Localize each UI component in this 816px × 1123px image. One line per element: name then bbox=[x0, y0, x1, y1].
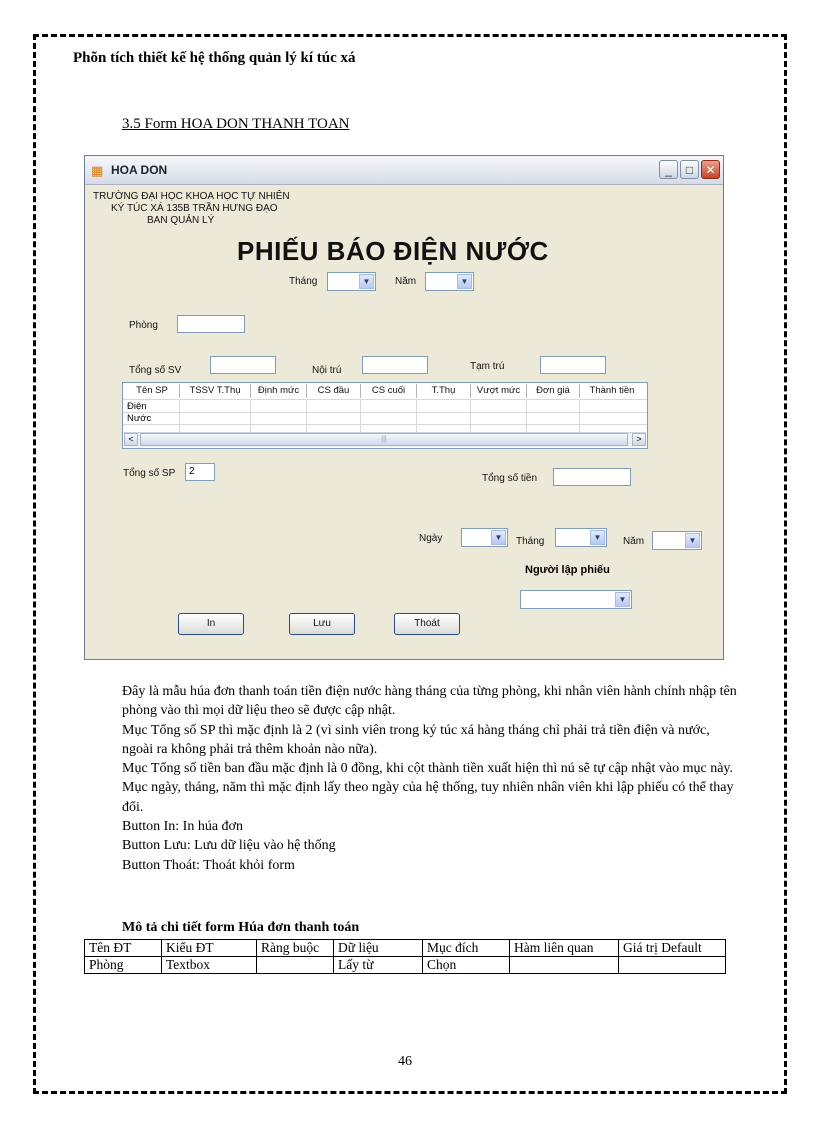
grid-column-line bbox=[360, 399, 361, 433]
grid-column-line bbox=[306, 399, 307, 433]
noi-tru-label: Nội trú bbox=[312, 365, 342, 376]
tong-so-sp-label: Tổng số SP bbox=[123, 468, 176, 479]
paragraph: Đây là mẫu húa đơn thanh toán tiền điện nước hàng tháng của từng phòng, khi nhân viên hành chính nhập tên phòng vào thì mọi dữ liệu theo sẽ được cập nhật. bbox=[122, 684, 737, 719]
app-icon: ▦ bbox=[91, 163, 104, 178]
tong-so-tien-input[interactable] bbox=[553, 468, 631, 486]
title-bar bbox=[85, 156, 723, 185]
tam-tru-label: Tạm trú bbox=[470, 361, 505, 372]
grid-header-tssv[interactable]: TSSV T.Thụ bbox=[189, 385, 241, 396]
nguoi-lap-phieu-label: Người lập phiếu bbox=[525, 564, 610, 576]
table-title: Mô tả chi tiết form Húa đơn thanh toán bbox=[122, 920, 360, 935]
table-cell bbox=[257, 957, 334, 974]
table-cell: Chọn bbox=[423, 957, 510, 974]
grid-column-line bbox=[416, 399, 417, 433]
tong-so-sp-input[interactable]: 2 bbox=[185, 463, 215, 481]
grid-column-line bbox=[250, 399, 251, 433]
grid-header-vuot-muc[interactable]: Vượt mức bbox=[476, 385, 521, 396]
grid-row-line bbox=[123, 424, 647, 425]
grid-header-underline bbox=[123, 399, 647, 400]
ngay-combo[interactable] bbox=[461, 528, 508, 547]
grid-row-line bbox=[123, 412, 647, 413]
window-title: HOA DON bbox=[111, 163, 168, 177]
grid-header-t-thu[interactable]: T.Thụ bbox=[431, 385, 456, 396]
tong-so-tien-label: Tổng số tiền bbox=[482, 473, 538, 484]
maximize-button[interactable]: □ bbox=[680, 160, 699, 179]
grid-column-line bbox=[579, 399, 580, 433]
paragraph: Mục Tổng số SP thì mặc định là 2 (vì sinh viên trong ký túc xá hàng tháng chỉ phải trả tiền điện và nước, ngoài ra không phải trả thêm khoản nào nữa). bbox=[122, 722, 710, 757]
in-button[interactable]: In bbox=[178, 613, 244, 635]
thang-combo[interactable] bbox=[327, 272, 376, 291]
grid-column-line bbox=[179, 399, 180, 433]
grid-header-don-gia[interactable]: Đơn giá bbox=[536, 385, 570, 396]
form-heading: PHIẾU BÁO ĐIỆN NƯỚC bbox=[237, 236, 549, 266]
luu-button[interactable]: Lưu bbox=[289, 613, 355, 635]
horizontal-scrollbar[interactable] bbox=[124, 432, 646, 447]
chevron-down-icon[interactable]: ▼ bbox=[615, 592, 630, 607]
table-header-cell: Hàm liên quan bbox=[510, 940, 619, 957]
close-button[interactable]: ✕ bbox=[701, 160, 720, 179]
page-header: Phõn tích thiết kế hệ thống quản lý kí túc xá bbox=[73, 50, 356, 66]
spec-table bbox=[84, 939, 726, 974]
phong-label: Phòng bbox=[129, 320, 158, 331]
nam-label: Năm bbox=[395, 276, 417, 287]
table-header-cell: Tên ĐT bbox=[85, 940, 162, 957]
nam-combo[interactable] bbox=[425, 272, 474, 291]
table-cell bbox=[619, 957, 726, 974]
noi-tru-input[interactable] bbox=[362, 356, 428, 374]
org-line-2: KÝ TÚC XÁ 135B TRẦN HƯNG ĐẠO bbox=[111, 203, 278, 214]
chevron-down-icon[interactable]: ▼ bbox=[491, 530, 506, 545]
bill-data-grid[interactable] bbox=[122, 382, 648, 449]
hoa-don-window bbox=[84, 155, 724, 660]
table-cell bbox=[510, 957, 619, 974]
paragraph: Mục ngày, tháng, năm thì mặc định lấy theo ngày của hệ thống, tuy nhiên nhân viên khi lập phiếu có thể thay đổi. bbox=[122, 780, 734, 815]
grid-row-nuoc[interactable]: Nước bbox=[127, 413, 152, 424]
paragraph: Button Lưu: Lưu dữ liệu vào hệ thống bbox=[122, 838, 336, 854]
org-line-3: BAN QUẢN LÝ bbox=[147, 215, 215, 226]
tong-so-sv-label: Tổng số SV bbox=[129, 365, 182, 376]
chevron-down-icon[interactable]: ▼ bbox=[457, 274, 472, 289]
scroll-left-button[interactable]: < bbox=[124, 433, 138, 446]
description-text bbox=[122, 682, 742, 875]
table-header-cell: Dữ liệu bbox=[334, 940, 423, 957]
thang2-label: Tháng bbox=[516, 536, 545, 547]
table-header-row bbox=[85, 940, 726, 957]
tam-tru-input[interactable] bbox=[540, 356, 606, 374]
table-header-cell: Mục đích bbox=[423, 940, 510, 957]
minimize-button[interactable]: _ bbox=[659, 160, 678, 179]
org-line-1: TRƯỜNG ĐẠI HỌC KHOA HỌC TỰ NHIÊN bbox=[93, 191, 290, 202]
table-header-cell: Kiểu ĐT bbox=[162, 940, 257, 957]
paragraph: Mục Tổng số tiền ban đầu mặc định là 0 đồng, khi cột thành tiền xuất hiện thì nú sẽ tự cập nhật vào mục này. bbox=[122, 761, 734, 777]
grid-column-line bbox=[526, 399, 527, 433]
grid-header-dinh-muc[interactable]: Định mức bbox=[257, 385, 300, 396]
paragraph: Button In: In húa đơn bbox=[122, 819, 243, 835]
nam2-combo[interactable] bbox=[652, 531, 702, 550]
scroll-thumb[interactable]: ||| bbox=[140, 433, 628, 446]
table-cell: Textbox bbox=[162, 957, 257, 974]
table-header-cell: Giá trị Default bbox=[619, 940, 726, 957]
table-header-cell: Ràng buộc bbox=[257, 940, 334, 957]
grid-row-dien[interactable]: Điện bbox=[127, 401, 147, 412]
grid-header-cs-dau[interactable]: CS đầu bbox=[317, 385, 350, 396]
grid-header-cs-cuoi[interactable]: CS cuối bbox=[371, 385, 406, 396]
tong-so-sv-input[interactable] bbox=[210, 356, 276, 374]
grid-column-line bbox=[470, 399, 471, 433]
paragraph: Button Thoát: Thoát khỏi form bbox=[122, 857, 295, 873]
grid-header-thanh-tien[interactable]: Thành tiền bbox=[589, 385, 635, 396]
table-row bbox=[85, 957, 726, 974]
thang-label: Tháng bbox=[289, 276, 318, 287]
chevron-down-icon[interactable]: ▼ bbox=[590, 530, 605, 545]
thoat-button[interactable]: Thoát bbox=[394, 613, 460, 635]
page-number: 46 bbox=[398, 1054, 412, 1069]
chevron-down-icon[interactable]: ▼ bbox=[685, 533, 700, 548]
nguoi-lap-phieu-combo[interactable] bbox=[520, 590, 632, 609]
chevron-down-icon[interactable]: ▼ bbox=[359, 274, 374, 289]
table-cell: Phòng bbox=[85, 957, 162, 974]
table-cell: Lấy từ bbox=[334, 957, 423, 974]
ngay-label: Ngày bbox=[419, 533, 443, 544]
phong-input[interactable] bbox=[177, 315, 245, 333]
nam2-label: Năm bbox=[623, 536, 645, 547]
thang2-combo[interactable] bbox=[555, 528, 607, 547]
section-title: 3.5 Form HOA DON THANH TOAN bbox=[122, 116, 350, 132]
scroll-right-button[interactable]: > bbox=[632, 433, 646, 446]
grid-header-ten-sp[interactable]: Tên SP bbox=[136, 385, 168, 396]
